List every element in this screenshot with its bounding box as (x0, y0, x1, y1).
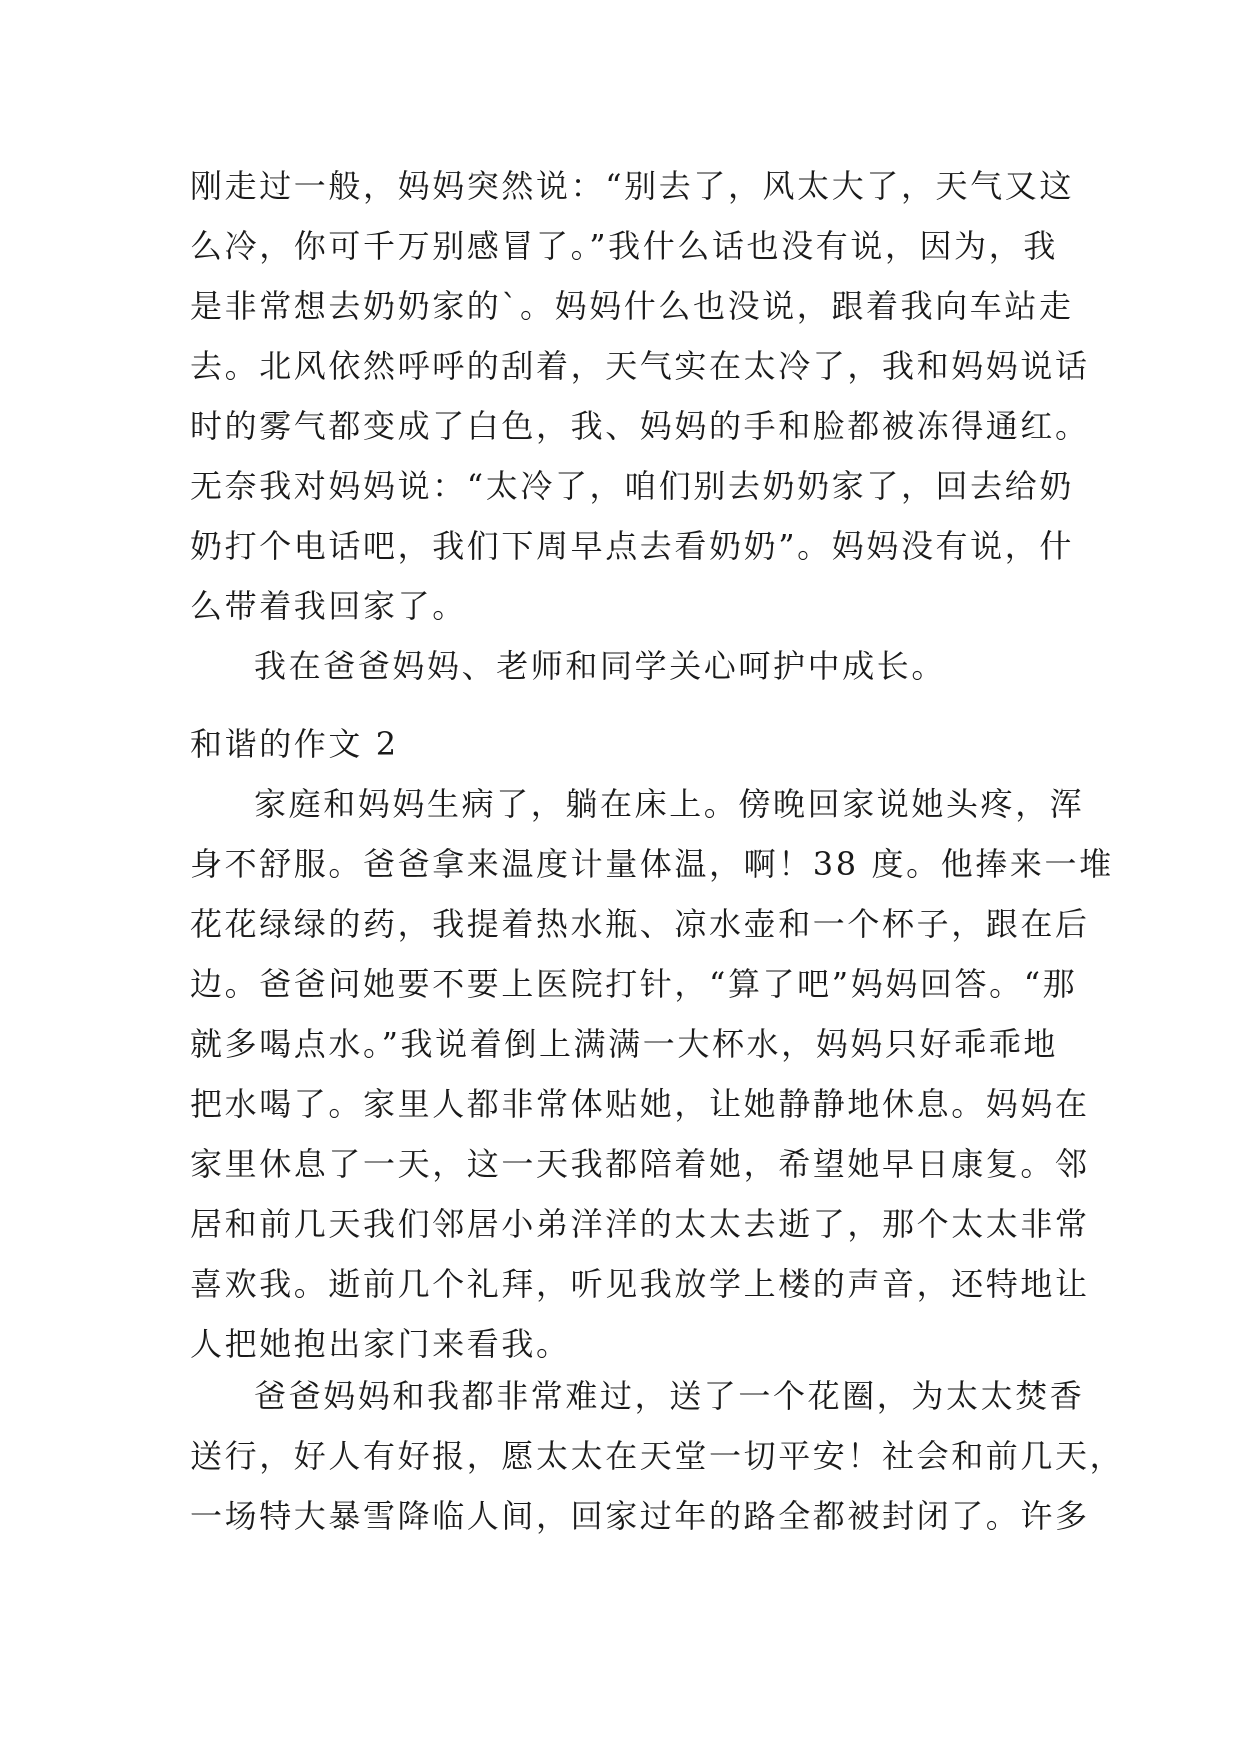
body-text-section-3 (190, 1366, 1125, 1546)
section-heading: 和谐的作文 2 (190, 725, 399, 763)
paragraph-line: 喜欢我。逝前几个礼拜，听见我放学上楼的声音，还特地让 (190, 1265, 1090, 1303)
paragraph-line: 家里休息了一天，这一天我都陪着她，希望她早日康复。邻 (190, 1145, 1090, 1183)
body-text-section-2 (190, 714, 1114, 1374)
paragraph-line: 么冷，你可千万别感冒了。”我什么话也没有说，因为，我 (190, 227, 1058, 265)
paragraph-line: 么带着我回家了。 (190, 587, 467, 625)
paragraph-line: 送行，好人有好报，愿太太在天堂一切平安！社会和前几天， (190, 1437, 1125, 1475)
paragraph-line: 爸爸妈妈和我都非常难过，送了一个花圈，为太太焚香 (254, 1377, 1085, 1415)
paragraph-line: 身不舒服。爸爸拿来温度计量体温，啊！38 度。他捧来一堆 (190, 845, 1114, 883)
paragraph-line: 时的雾气都变成了白色，我、妈妈的手和脸都被冻得通红。 (190, 407, 1090, 445)
paragraph-line: 我在爸爸妈妈、老师和同学关心呵护中成长。 (254, 647, 947, 685)
paragraph-line: 无奈我对妈妈说：“太冷了，咱们别去奶奶家了，回去给奶 (190, 467, 1074, 505)
paragraph-line: 就多喝点水。”我说着倒上满满一大杯水，妈妈只好乖乖地 (190, 1025, 1058, 1063)
body-text-section-1 (190, 156, 1090, 696)
paragraph-line: 刚走过一般，妈妈突然说：“别去了，风太大了，天气又这 (190, 167, 1074, 205)
paragraph-line: 人把她抱出家门来看我。 (190, 1325, 571, 1363)
paragraph-line: 去。北风依然呼呼的刮着，天气实在太冷了，我和妈妈说话 (190, 347, 1090, 385)
paragraph-line: 奶打个电话吧，我们下周早点去看奶奶”。妈妈没有说，什 (190, 527, 1074, 565)
paragraph-line: 居和前几天我们邻居小弟洋洋的太太去逝了，那个太太非常 (190, 1205, 1090, 1243)
paragraph-line: 花花绿绿的药，我提着热水瓶、凉水壶和一个杯子，跟在后 (190, 905, 1090, 943)
paragraph-line: 家庭和妈妈生病了，躺在床上。傍晚回家说她头疼，浑 (254, 785, 1085, 823)
paragraph-line: 是非常想去奶奶家的`。妈妈什么也没说，跟着我向车站走 (190, 287, 1074, 325)
paragraph-line: 把水喝了。家里人都非常体贴她，让她静静地休息。妈妈在 (190, 1085, 1090, 1123)
paragraph-line: 边。爸爸问她要不要上医院打针，“算了吧”妈妈回答。“那 (190, 965, 1078, 1003)
paragraph-line: 一场特大暴雪降临人间，回家过年的路全都被封闭了。许多 (190, 1497, 1090, 1535)
